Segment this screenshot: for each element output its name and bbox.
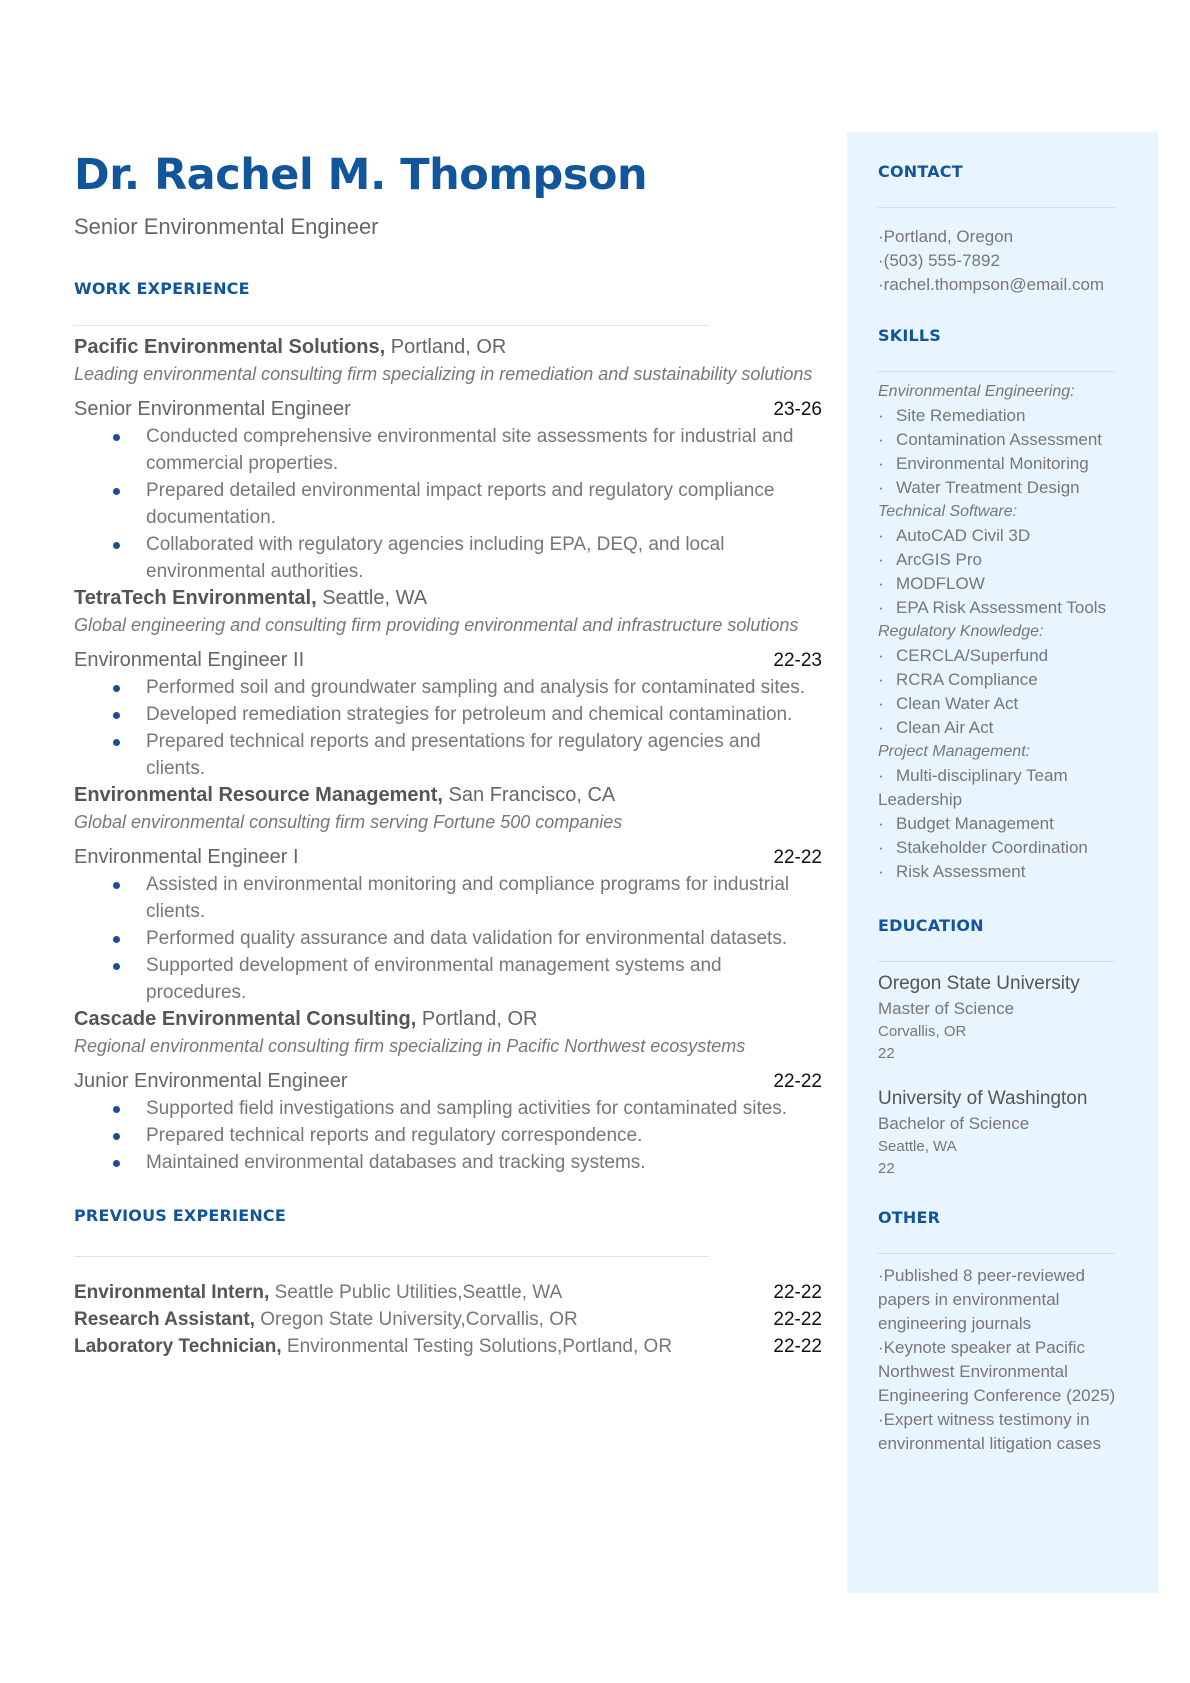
skill-item: · Water Treatment Design	[878, 478, 1080, 497]
achievement-item: Supported field investigations and sampling activities for contaminated sites.	[74, 1095, 822, 1122]
other-item: · Keynote speaker at Pacific Northwest Environmental Engineering Conference (2025)	[878, 1336, 1128, 1408]
education-entry	[878, 970, 1128, 1065]
achievement-item: Collaborated with regulatory agencies including EPA, DEQ, and local environmental authorities.	[74, 531, 822, 585]
previous-experience-item	[74, 1279, 822, 1306]
education-school: University of Washington	[878, 1088, 1088, 1109]
skill-item: · RCRA Compliance	[878, 670, 1038, 689]
achievement-list	[74, 1095, 822, 1176]
company-location: Seattle, WA	[322, 586, 428, 609]
achievement-item: Maintained environmental databases and tracking systems.	[74, 1149, 822, 1176]
achievement-item: Conducted comprehensive environmental site assessments for industrial and commercial properties.	[74, 423, 822, 477]
skill-category: Technical Software:	[878, 503, 1018, 520]
skill-item: · Clean Air Act	[878, 718, 994, 737]
company-description: Global engineering and consulting firm providing environmental and infrastructure solutions	[74, 614, 799, 635]
skill-item: · Risk Assessment	[878, 862, 1026, 881]
education-degree: Master of Science	[878, 999, 1015, 1018]
job-entry	[74, 585, 822, 782]
achievement-item: Assisted in environmental monitoring and compliance programs for industrial clients.	[74, 871, 822, 925]
education-degree: Bachelor of Science	[878, 1114, 1030, 1133]
role-dates: 22-23	[773, 649, 822, 671]
education-entry	[878, 1085, 1128, 1180]
role-row	[74, 844, 822, 871]
section-divider	[74, 325, 709, 326]
skill-category: Environmental Engineering:	[878, 383, 1075, 400]
role-row	[74, 396, 822, 423]
company-description: Leading environmental consulting firm specializing in remediation and sustainability solutions	[74, 363, 813, 384]
education-location: Corvallis, OR	[878, 1023, 967, 1040]
contact-phone: · (503) 555-7892	[878, 249, 1128, 273]
previous-experience-heading: PREVIOUS EXPERIENCE	[74, 1205, 286, 1225]
skill-item: · MODFLOW	[878, 574, 985, 593]
achievement-item: Supported development of environmental management systems and procedures.	[74, 952, 822, 1006]
achievement-list	[74, 871, 822, 1006]
education-year: 22	[878, 1045, 895, 1062]
other-list	[878, 1264, 1128, 1456]
achievement-item: Prepared technical reports and presentations for regulatory agencies and clients.	[74, 728, 822, 782]
section-divider	[878, 1253, 1115, 1254]
skill-item: · Budget Management	[878, 814, 1054, 833]
company-name: Pacific Environmental Solutions,	[74, 335, 386, 358]
achievement-item: Prepared detailed environmental impact reports and regulatory compliance documentation.	[74, 477, 822, 531]
education-year: 22	[878, 1160, 895, 1177]
contact-list	[878, 225, 1128, 297]
education-school: Oregon State University	[878, 973, 1080, 994]
previous-role-dates: 22-22	[773, 1335, 822, 1357]
contact-location: · Portland, Oregon	[878, 225, 1128, 249]
skill-item: · Site Remediation	[878, 406, 1026, 425]
contact-email[interactable]: · rachel.thompson@email.com	[878, 273, 1128, 297]
achievement-list	[74, 674, 822, 782]
company-location: Portland, OR	[390, 335, 507, 358]
role-title: Senior Environmental Engineer	[74, 397, 351, 420]
job-entry	[74, 334, 822, 585]
education-location: Seattle, WA	[878, 1138, 957, 1155]
previous-experience-item	[74, 1306, 822, 1333]
previous-role-title: Research Assistant,	[74, 1308, 255, 1330]
skill-item: · ArcGIS Pro	[878, 550, 982, 569]
company-description: Regional environmental consulting firm specializing in Pacific Northwest ecosystems	[74, 1035, 746, 1056]
previous-role-detail: Oregon State University,Corvallis, OR	[260, 1308, 578, 1330]
contact-heading: CONTACT	[878, 162, 963, 181]
candidate-name: Dr. Rachel M. Thompson	[74, 150, 648, 200]
achievement-item: Performed quality assurance and data validation for environmental datasets.	[74, 925, 822, 952]
achievement-item: Performed soil and groundwater sampling and analysis for contaminated sites.	[74, 674, 822, 701]
section-divider	[878, 961, 1115, 962]
work-experience-heading: WORK EXPERIENCE	[74, 278, 250, 298]
main-column	[74, 150, 822, 1360]
other-item: · Expert witness testimony in environmental litigation cases	[878, 1408, 1128, 1456]
previous-role-dates: 22-22	[773, 1308, 822, 1330]
job-entry	[74, 1006, 822, 1176]
skills-list	[878, 380, 1128, 884]
previous-role-title: Laboratory Technician,	[74, 1335, 282, 1357]
section-divider	[878, 207, 1115, 208]
company-location: Portland, OR	[421, 1007, 538, 1030]
company-location: San Francisco, CA	[448, 783, 616, 806]
skill-item: · CERCLA/Superfund	[878, 646, 1049, 665]
work-experience-list	[74, 334, 822, 1176]
role-title: Junior Environmental Engineer	[74, 1069, 348, 1092]
previous-role-detail: Seattle Public Utilities,Seattle, WA	[274, 1281, 563, 1303]
company-line	[74, 782, 822, 809]
skill-item: · AutoCAD Civil 3D	[878, 526, 1031, 545]
skill-category: Regulatory Knowledge:	[878, 623, 1044, 640]
role-title: Environmental Engineer II	[74, 648, 305, 671]
previous-role-title: Environmental Intern,	[74, 1281, 270, 1303]
role-dates: 23-26	[773, 398, 822, 420]
skill-item: · Environmental Monitoring	[878, 454, 1089, 473]
sidebar	[847, 132, 1158, 1593]
education-heading: EDUCATION	[878, 916, 984, 935]
skill-item: · EPA Risk Assessment Tools	[878, 598, 1107, 617]
role-dates: 22-22	[773, 846, 822, 868]
achievement-list	[74, 423, 822, 585]
previous-role-dates: 22-22	[773, 1281, 822, 1303]
sidebar-content	[878, 162, 1128, 1456]
skill-item: · Stakeholder Coordination	[878, 838, 1088, 857]
previous-experience-list	[74, 1279, 822, 1360]
achievement-item: Developed remediation strategies for petroleum and chemical contamination.	[74, 701, 822, 728]
skill-item: · Clean Water Act	[878, 694, 1019, 713]
company-name: Cascade Environmental Consulting,	[74, 1007, 417, 1030]
company-name: TetraTech Environmental,	[74, 586, 317, 609]
other-item: · Published 8 peer-reviewed papers in environmental engineering journals	[878, 1264, 1128, 1336]
company-line	[74, 334, 822, 361]
company-line	[74, 585, 822, 612]
job-entry	[74, 782, 822, 1006]
company-description: Global environmental consulting firm serving Fortune 500 companies	[74, 811, 623, 832]
company-name: Environmental Resource Management,	[74, 783, 443, 806]
company-line	[74, 1006, 822, 1033]
previous-experience-item	[74, 1333, 822, 1360]
skill-item: · Contamination Assessment	[878, 430, 1102, 449]
role-title: Environmental Engineer I	[74, 845, 299, 868]
skill-item: · Multi-disciplinary Team Leadership	[878, 766, 1068, 809]
achievement-item: Prepared technical reports and regulatory correspondence.	[74, 1122, 822, 1149]
section-divider	[878, 371, 1115, 372]
previous-role-detail: Environmental Testing Solutions,Portland, OR	[286, 1335, 673, 1357]
skills-heading: SKILLS	[878, 326, 941, 345]
other-heading: OTHER	[878, 1208, 941, 1227]
role-dates: 22-22	[773, 1070, 822, 1092]
role-row	[74, 1068, 822, 1095]
role-row	[74, 647, 822, 674]
candidate-title: Senior Environmental Engineer	[74, 213, 379, 239]
section-divider	[74, 1256, 709, 1257]
skill-category: Project Management:	[878, 743, 1031, 760]
